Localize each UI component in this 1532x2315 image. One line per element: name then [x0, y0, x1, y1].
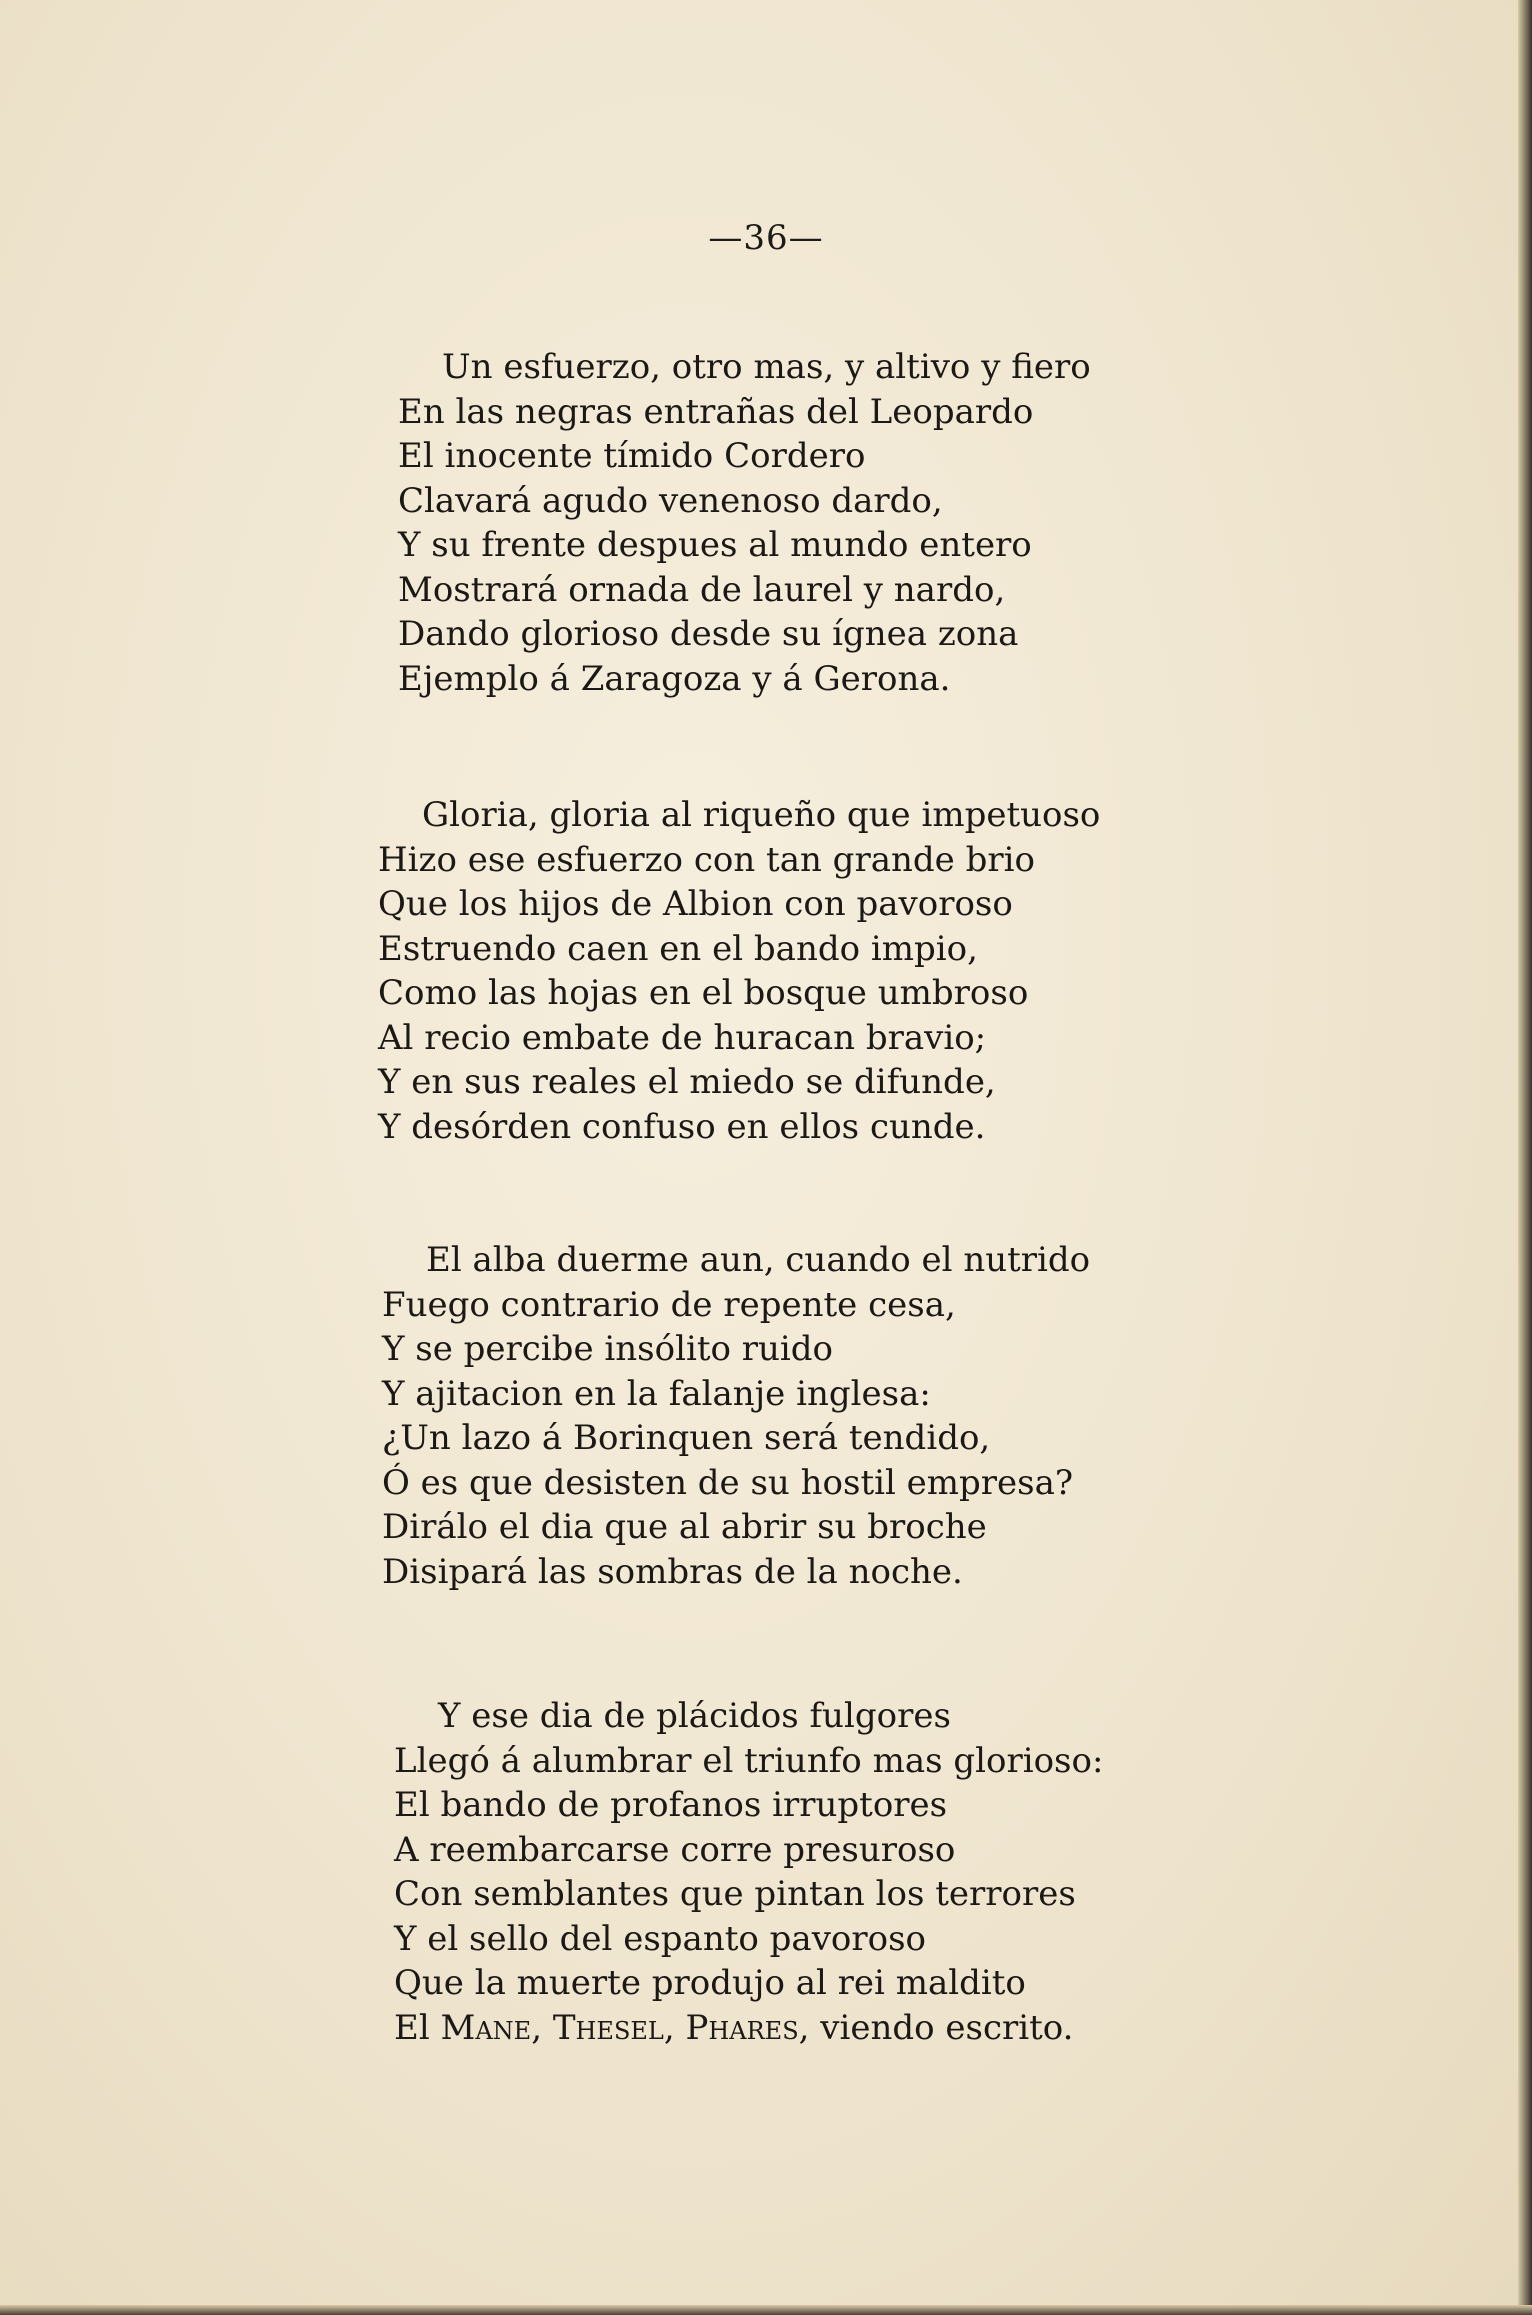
verse-line: Mostrará ornada de laurel y nardo, [398, 569, 1006, 610]
verse-line: ¿Un lazo á Borinquen será tendido, [382, 1418, 991, 1458]
verse-line: Ejemplo á Zaragoza y á Gerona. [398, 658, 951, 699]
final-line-word-phares: Phares [685, 2007, 799, 2048]
page-number: —36— [708, 218, 824, 258]
verse-line: Llegó á alumbrar el triunfo mas glorioso: [394, 1740, 1104, 1781]
stanza-3 [382, 1238, 1090, 1594]
verse-line: En las negras entrañas del Leopardo [398, 391, 1034, 432]
stanza-4 [394, 1694, 1103, 2050]
verse-line: Y ajitacion en la falanje inglesa: [382, 1373, 931, 1414]
verse-line: Con semblantes que pintan los terrores [394, 1874, 1076, 1914]
verse-line: Y ese dia de plácidos fulgores [438, 1696, 951, 1736]
page-edge-bottom [0, 2305, 1532, 2315]
verse-line: Y su frente despues al mundo entero [398, 525, 1032, 565]
verse-line: Y en sus reales el miedo se difunde, [378, 1062, 996, 1102]
verse-line: A reembarcarse corre presuroso [394, 1829, 956, 1870]
verse-line: Gloria, gloria al riqueño que impetuoso [422, 795, 1101, 835]
stanza-1 [398, 345, 1091, 701]
verse-line: Ó es que desisten de su hostil empresa? [382, 1462, 1074, 1503]
verse-line: Dando glorioso desde su ígnea zona [398, 614, 1019, 654]
verse-line: El alba duerme aun, cuando el nutrido [426, 1240, 1091, 1280]
final-line-prefix: El [394, 2007, 441, 2048]
verse-line: Un esfuerzo, otro mas, y altivo y fiero [442, 347, 1091, 387]
verse-line: El bando de profanos irruptores [394, 1785, 948, 1825]
verse-line: Y desórden confuso en ellos cunde. [378, 1106, 986, 1147]
verse-line: Dirálo el dia que al abrir su broche [382, 1507, 987, 1547]
verse-line: Que la muerte produjo al rei maldito [394, 1963, 1026, 2003]
stanza-2 [378, 793, 1100, 1149]
final-line-word-mane: Mane [440, 2007, 532, 2048]
verse-line-final [394, 2006, 1103, 2051]
verse-line: Disipará las sombras de la noche. [382, 1551, 963, 1592]
final-line-separator: , [663, 2007, 686, 2048]
verse-line: Hizo ese esfuerzo con tan grande brio [378, 839, 1035, 880]
verse-line: Que los hijos de Albion con pavoroso [378, 884, 1013, 924]
final-line-word-thesel: Thesel [552, 2007, 664, 2048]
verse-line: Y se percibe insólito ruido [382, 1329, 834, 1369]
verse-line: Al recio embate de huracan bravio; [378, 1017, 987, 1058]
verse-line: Como las hojas en el bosque umbroso [378, 973, 1029, 1013]
verse-line: Fuego contrario de repente cesa, [382, 1284, 956, 1325]
page-edge-right [1518, 0, 1532, 2315]
final-line-suffix: , viendo escrito. [798, 2007, 1074, 2048]
verse-line: Y el sello del espanto pavoroso [394, 1918, 927, 1959]
verse-line: El inocente tímido Cordero [398, 436, 866, 476]
verse-line: Estruendo caen en el bando impio, [378, 928, 978, 969]
final-line-separator: , [531, 2007, 553, 2048]
verse-line: Clavará agudo venenoso dardo, [398, 480, 943, 521]
